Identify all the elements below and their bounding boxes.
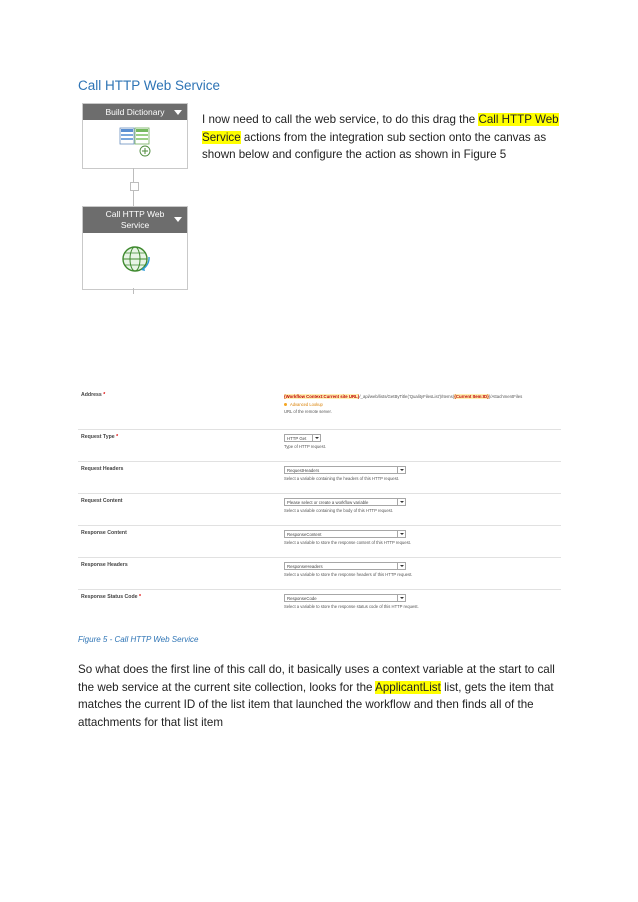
- dropdown-icon[interactable]: [397, 563, 405, 569]
- response-headers-hint: Select a variable to store the response headers of this HTTP request.: [284, 572, 413, 577]
- request-content-label: Request Content: [81, 498, 123, 504]
- lookup-icon: [284, 403, 287, 406]
- para-text-2: list, gets the item that matches the current ID of the list item that launched the workflow and then finds all of the attachments for that list item: [78, 680, 554, 729]
- dictionary-icon: [83, 120, 187, 166]
- request-headers-field: [284, 466, 406, 481]
- http-config-form: [78, 388, 561, 621]
- dropdown-icon[interactable]: [312, 435, 320, 441]
- response-content-hint: Select a variable to store the response content of this HTTP request.: [284, 540, 412, 545]
- response-content-label: Response Content: [81, 530, 127, 536]
- address-value[interactable]: {Workflow Context:Current site URL}/_api/web/lists/GetByTitle('QualityFilesList')/Items({Current Item:ID})/AttachmentFiles: [284, 394, 523, 399]
- response-headers-field: [284, 562, 412, 577]
- response-status-label: Response Status Code *: [81, 594, 141, 600]
- request-type-label: Request Type *: [81, 434, 119, 440]
- request-content-field: [284, 498, 406, 513]
- section-heading: Call HTTP Web Service: [78, 78, 221, 93]
- address-hint: URL of the remote server.: [284, 409, 332, 414]
- intro-paragraph: [202, 111, 582, 164]
- request-headers-label: Request Headers: [81, 466, 124, 472]
- workflow-connector: [133, 288, 134, 294]
- request-headers-row: [78, 462, 561, 494]
- request-content-select[interactable]: Please select or create a workflow variable: [284, 498, 406, 506]
- para-text-1: So what does the first line of this call do, it basically uses a context variable at the start to call the web service at the current site collection, looks for the: [78, 663, 555, 694]
- explanation-paragraph: [78, 661, 564, 731]
- address-field[interactable]: [284, 394, 522, 414]
- dropdown-icon[interactable]: [397, 531, 405, 537]
- request-headers-select[interactable]: RequestHeaders: [284, 466, 406, 474]
- response-content-select[interactable]: ResponseContent: [284, 530, 406, 538]
- request-type-field: [284, 434, 326, 449]
- intro-highlight: Call HTTP Web Service: [202, 113, 559, 144]
- response-status-row: [78, 590, 561, 621]
- connector-joint[interactable]: [130, 182, 139, 191]
- request-type-select[interactable]: HTTP Get: [284, 434, 321, 442]
- address-row: [78, 388, 561, 430]
- response-status-select[interactable]: ResponseCode: [284, 594, 406, 602]
- request-content-row: [78, 494, 561, 526]
- request-content-hint: Select a variable containing the body of this HTTP request.: [284, 508, 394, 513]
- intro-text-2: actions from the integration sub section onto the canvas as shown below and configure the action as shown in Figure 5: [202, 130, 547, 161]
- response-content-field: [284, 530, 411, 545]
- dropdown-icon[interactable]: [397, 595, 405, 601]
- build-dictionary-action[interactable]: [82, 103, 188, 169]
- request-type-row: [78, 430, 561, 462]
- intro-text-1: I now need to call the web service, to do this drag the: [202, 113, 479, 126]
- response-status-field: [284, 594, 419, 609]
- response-status-hint: Select a variable to store the response status code of this HTTP request.: [284, 604, 419, 609]
- chevron-down-icon[interactable]: [174, 217, 182, 222]
- request-type-hint: Type of HTTP request.: [284, 444, 327, 449]
- action-title: Build Dictionary: [105, 107, 165, 117]
- request-headers-hint: Select a variable containing the headers of this HTTP request.: [284, 476, 400, 481]
- globe-icon: [83, 233, 187, 289]
- chevron-down-icon[interactable]: [174, 110, 182, 115]
- response-headers-select[interactable]: ResponseHeaders: [284, 562, 406, 570]
- figure-caption: Figure 5 - Call HTTP Web Service: [78, 635, 199, 644]
- dropdown-icon[interactable]: [397, 467, 405, 473]
- action-title-bar[interactable]: [83, 207, 187, 233]
- action-title-bar[interactable]: [83, 104, 187, 120]
- advanced-lookup-link[interactable]: Advanced Lookup: [284, 402, 522, 407]
- response-content-row: [78, 526, 561, 558]
- response-headers-label: Response Headers: [81, 562, 128, 568]
- address-label: Address *: [81, 392, 106, 398]
- dropdown-icon[interactable]: [397, 499, 405, 505]
- call-http-web-service-action[interactable]: [82, 206, 188, 290]
- action-title: Call HTTP Web Service: [105, 209, 165, 230]
- response-headers-row: [78, 558, 561, 590]
- para-highlight: ApplicantList: [375, 680, 441, 694]
